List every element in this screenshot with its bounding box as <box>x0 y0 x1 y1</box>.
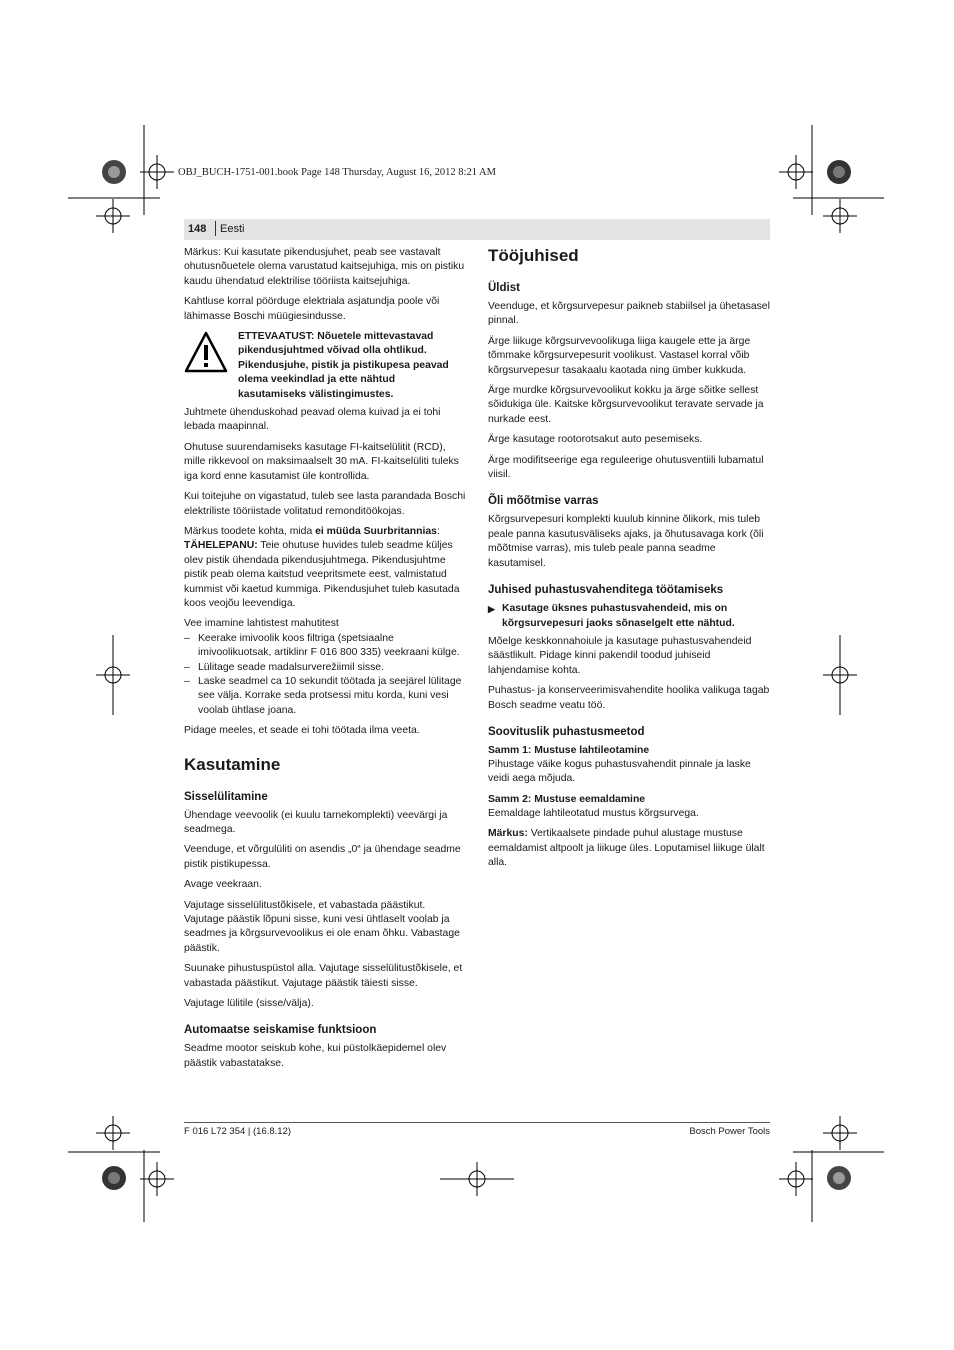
section-heading: Kasutamine <box>184 754 281 774</box>
paragraph: Vajutage lülitile (sisse/välja). <box>184 998 314 1010</box>
list-item: – Keerake imivoolik koos filtriga (spetsiaalne imivoolikuotsak, artiklinr F 016 800 335) veekraani külge. <box>184 632 460 659</box>
subsection-heading: Soovituslik puhastusmeetod <box>488 725 645 738</box>
subsection-heading: Õli mõõtmise varras <box>488 495 599 508</box>
paragraph: Pihustage väike kogus puhastusvahendit pinnale ja laske veidi aega mõjuda. <box>488 758 751 785</box>
subsection-heading: Juhised puhastusvahenditega töötamiseks <box>488 584 724 597</box>
paragraph: Juhtmete ühenduskohad peavad olema kuivad ja ei tohi lebada maapinnal. <box>184 407 441 433</box>
header-divider <box>215 221 216 236</box>
paragraph: Suunake pihustuspüstol alla. Vajutage sisselülitustõkisele, et vabastada päästikut. Vajutage päästik täiesti sisse. <box>184 963 463 989</box>
warning-block <box>184 330 466 402</box>
footer-rule <box>184 1122 770 1123</box>
footer-doc-id: F 016 L72 354 | (16.8.12) <box>184 1126 292 1137</box>
paragraph: Vajutage sisselülitustõkisele, et vabastada päästikut. Vajutage päästik lõpuni sisse, kuni vesi ühtlaselt voolab ja seadmes ja kõrgsurvevoolikus ei ole enam õhku. Vabastage päästik. <box>184 899 460 954</box>
paragraph: Ärge murdke kõrgsurvevoolikut kokku ja ärge sõitke sellest sõidukiga üle. Kaitske kõrgsurvevoolikut teravate servade ja nurkade eest. <box>488 385 764 425</box>
paragraph: Mõelge keskkonnahoiule ja kasutage puhastusvahendeid säästlikult. Pidage kinni pakendil toodud juhiseid lahjendamise kohta. <box>488 635 752 676</box>
paragraph: Puhastus- ja konserveerimisvahendite hoolika valikuga tagab Bosch seadme veatu töö. <box>488 685 770 711</box>
bullet-arrow-icon: ▶ <box>488 604 495 615</box>
subsection-heading: Sisselülitamine <box>184 790 268 803</box>
paragraph: Ohutuse suurendamiseks kasutage FI-kaitselülitit (RCD), mille rikkevool on maksimaalselt 30 mA. FI-kaitselüliti tuleks iga kord enne kasutamist üle kontrollida. <box>184 441 459 482</box>
warning-icon <box>184 330 238 402</box>
paragraph: Ühendage veevoolik (ei kuulu tarnekomplekti) veevärgi ja seadmega. <box>184 809 448 835</box>
section-heading: Tööjuhised <box>488 246 579 265</box>
page-number: 148 <box>188 223 207 235</box>
uk-note: Märkus toodete kohta, mida ei müüda Suurbritannias: TÄHELEPANU: Teie ohutuse huvides tuleb seadme küljes olev pistik ühendada pikendusjuhtmega. Pikendusjuhtme pistik peab olema kaitstud veepritsmete eest, valmistatud kummist või kaetud kummiga. Pikendusjuhet tuleb kasutada koos veojõu leevendiga. <box>184 525 460 609</box>
footer-brand: Bosch Power Tools <box>689 1126 770 1137</box>
right-column <box>488 242 770 876</box>
paragraph: Avage veekraan. <box>184 879 262 891</box>
paragraph: Kui toitejuhe on vigastatud, tuleb see lasta parandada Boschi elektriliste tööriistade volitatud remonditöökojas. <box>184 491 466 517</box>
step-heading: Samm 2: Mustuse eemaldamine <box>488 793 646 805</box>
left-column <box>184 246 466 1077</box>
step-heading: Samm 1: Mustuse lahtileotamine <box>488 744 650 756</box>
paragraph: Ärge liikuge kõrgsurvevoolikuga liiga kaugele ette ja ärge tõmmake kõrgsurvepesurit voolikust. Vastasel korral võib kõrgsurvepesur tasakaalu kaotada ning ümber kukkuda. <box>488 335 751 376</box>
list-item: – Lülitage seade madalsurverežiimil sisse. <box>184 661 384 673</box>
paragraph: Ärge modifitseerige ega reguleerige ohutusventiili lubamatul viisil. <box>488 454 764 481</box>
paragraph: Kahtluse korral pöörduge elektriala asjatundja poole või lähimasse Boschi müügiesindusse. <box>184 296 440 322</box>
list-item: – Laske seadmel ca 10 sekundit töötada ja seejärel lülitage see välja. Korrake seda protsessi mitu korda, kuni vesi voolab ühtlase joana. <box>184 675 462 716</box>
warning-text: ETTEVAATUST: Nõuetele mittevastavad pikendusjuhtmed võivad olla ohtlikud. Pikendusjuhe, pistik ja pistikupesa peavad olema veekindlad ja ette nähtud kasutamiseks välistingimustes. <box>238 331 449 400</box>
paragraph: Seadme mootor seiskub kohe, kui püstolkäepidemel olev päästik vabastatakse. <box>184 1043 447 1069</box>
paragraph: Vee imamine lahtistest mahutitest <box>184 618 339 630</box>
page-header-bar <box>184 219 770 240</box>
paragraph: Eemaldage lahtileotatud mustus kõrgsurvega. <box>488 807 699 819</box>
subsection-heading: Üldist <box>488 282 520 294</box>
paragraph: Veenduge, et võrgulüliti on asendis „0“ ja ühendage seadme pistik pistikupessa. <box>184 844 461 870</box>
paragraph: Kõrgsurvepesuri komplekti kuulub kinnine õlikork, mis tuleb peale panna kasutusväliseks ajaks, ja õhutusavaga kork (õli mõõtmise varras), mis tuleb peale panna seadme kasutamisel. <box>488 514 764 569</box>
bullet-item: ▶ Kasutage üksnes puhastusvahendeid, mis on kõrgsurvepesuri jaoks sõnaselgelt ette nähtud. <box>488 602 770 631</box>
page-language: Eesti <box>220 223 245 235</box>
print-slug: OBJ_BUCH-1751-001.book Page 148 Thursday, August 16, 2012 8:21 AM <box>178 167 496 178</box>
subsection-heading: Automaatse seiskamise funktsioon <box>184 1024 377 1037</box>
note-paragraph: Märkus: Vertikaalsete pindade puhul alustage mustuse eemaldamist altpoolt ja liikuge üles. Loputamisel liikuge ülalt alla. <box>488 828 765 868</box>
paragraph: Veenduge, et kõrgsurvepesur paikneb stabiilsel ja ühetasasel pinnal. <box>488 301 770 327</box>
paragraph: Ärge kasutage rootorotsakut auto pesemiseks. <box>488 434 703 446</box>
paragraph: Pidage meeles, et seade ei tohi töötada ilma veeta. <box>184 725 420 737</box>
paragraph: Märkus: Kui kasutate pikendusjuhet, peab see vastavalt ohutusnõuetele olema varustatud kaitsejuhiga, mis on pistiku kaudu ühendatud elektrilise tööriista kaitsejuhiga. <box>184 247 465 287</box>
